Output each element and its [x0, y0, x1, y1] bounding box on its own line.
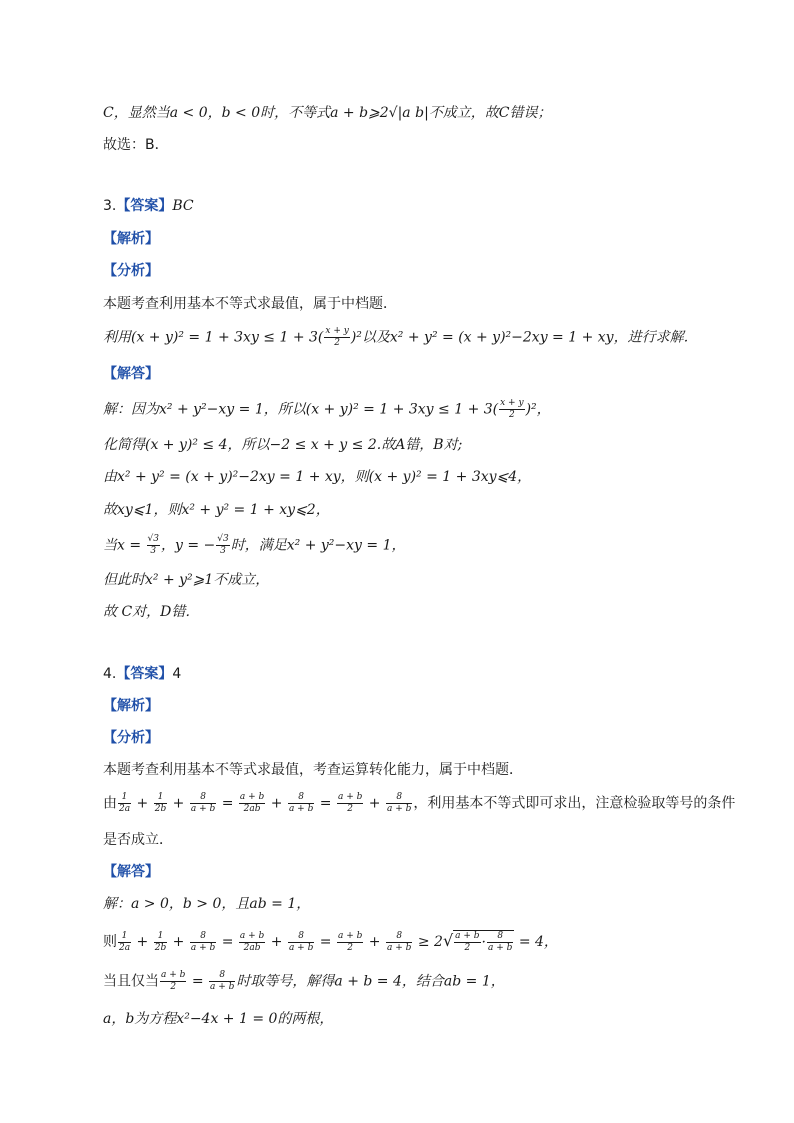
- q4-solution-line-1: 解：a > 0，b > 0，且ab = 1，: [103, 896, 311, 912]
- fraction: $\frac{a + b}{2}$: [161, 970, 186, 992]
- q3-solution-line-5: 当x = $\frac{√3}{3}$ ，y = − $\frac{√3}{3}$ 时，满足x² + y²−xy = 1，: [103, 534, 406, 556]
- q4-solution-line-2: 则 $\frac{1}{2a}$ + $\frac{1}{2b}$ + $\frac{8}{a + b}$ = $\frac{a + b}{2ab}$ + $\frac{8}{a + b}$ = $\frac{a + b}{2}$ + $\frac{8}{a + b}$ ≥ 2√ $\frac{a + b}{2}$ · $\frac{8}{a + b}$ = 4，: [103, 930, 558, 953]
- fraction: $\frac{8}{a + b}$: [387, 792, 412, 814]
- fraction: $\frac{a + b}{2}$: [337, 792, 363, 814]
- q4-analysis-formula: 由 $\frac{1}{2a}$ + $\frac{1}{2b}$ + $\frac{8}{a + b}$ = $\frac{a + b}{2ab}$ + $\frac{8}{a + b}$ = $\frac{a + b}{2}$ + $\frac{8}{a + b}$ ，利用基本不等式即可求出，注意检验取等号的条件: [103, 792, 736, 814]
- fraction: $\frac{x + y}{2}$: [500, 398, 524, 420]
- fraction: $\frac{8}{a + b}$: [387, 930, 412, 953]
- q4-analysis-text: 本题考查利用基本不等式求最值，考查运算转化能力，属于中档题．: [103, 762, 523, 778]
- fraction: $\frac{8}{a + b}$: [288, 930, 314, 953]
- fraction: $\frac{a + b}{2ab}$: [239, 930, 265, 953]
- q4-jieda-heading: 【解答】: [103, 864, 159, 880]
- q3-solution-line-6: 但此时x² + y²⩾1不成立，: [103, 572, 270, 588]
- fraction: $\frac{8}{a + b}$: [210, 970, 235, 992]
- q4-analysis-text-2: 是否成立．: [103, 832, 173, 848]
- fraction: $\frac{1}{2b}$: [154, 930, 167, 953]
- q4-number: 4.: [103, 666, 117, 682]
- sqrt-radicand: $\frac{a + b}{2}$ · $\frac{8}{a + b}$: [455, 931, 513, 953]
- q3-solution-line-4: 故xy⩽1，则x² + y² = 1 + xy⩽2，: [103, 502, 330, 518]
- q3-jieda-heading: 【解答】: [103, 366, 159, 382]
- q3-analysis-formula: 利用(x + y)² = 1 + 3xy ≤ 1 + 3( $\frac{x + y}{2}$ )²以及x² + y² = (x + y)²−2xy = 1 + xy，进行求解．: [103, 326, 698, 348]
- fraction: $\frac{x + y}{2}$: [325, 326, 349, 348]
- q3-number: 3.: [103, 198, 117, 214]
- q4-solution-line-3: 当且仅当 $\frac{a + b}{2}$ = $\frac{8}{a + b}$ 时取等号，解得a + b = 4，结合ab = 1，: [103, 970, 505, 992]
- q3-solution-line-7: 故 C对，D错．: [103, 604, 200, 620]
- fraction: $\frac{8}{a + b}$: [190, 792, 216, 814]
- q4-jiexi-heading: 【解析】: [103, 698, 159, 714]
- fraction: $\frac{8}{a + b}$: [487, 931, 513, 953]
- fraction: $\frac{a + b}{2}$: [337, 930, 363, 953]
- fraction: $\frac{a + b}{2ab}$: [239, 792, 265, 814]
- q3-answer-tag: 【答案】: [116, 198, 173, 214]
- text-line-choose-b: 故选：B．: [103, 137, 169, 153]
- fraction: $\frac{1}{2a}$: [119, 930, 131, 953]
- text-line-c-conclusion: C，显然当a < 0，b < 0时，不等式a + b⩾2√|a b|不成立，故C错误；: [103, 105, 552, 121]
- fraction: $\frac{√3}{3}$: [147, 534, 159, 556]
- q4-fenxi-heading: 【分析】: [103, 730, 159, 746]
- q3-solution-line-2: 化简得(x + y)² ≤ 4，所以−2 ≤ x + y ≤ 2.故A错，B对;: [103, 437, 463, 453]
- q4-solution-line-4: a，b为方程x²−4x + 1 = 0的两根，: [103, 1011, 334, 1027]
- fraction: $\frac{√3}{3}$: [217, 534, 229, 556]
- q3-solution-line-1: 解：因为x² + y²−xy = 1，所以(x + y)² = 1 + 3xy ≤ 1 + 3( $\frac{x + y}{2}$ )²，: [103, 398, 551, 420]
- q3-analysis-text: 本题考查利用基本不等式求最值，属于中档题．: [103, 296, 397, 312]
- fraction: $\frac{1}{2a}$: [119, 792, 131, 814]
- q3-solution-line-3: 由x² + y² = (x + y)²−2xy = 1 + xy，则(x + y)² = 1 + 3xy⩽4，: [103, 469, 532, 485]
- fraction: $\frac{8}{a + b}$: [190, 930, 216, 953]
- q4-answer-line: [103, 664, 181, 684]
- q3-answer-line: [103, 196, 194, 216]
- q4-answer-value: 4: [172, 666, 182, 682]
- sqrt-sign: √: [442, 931, 454, 950]
- fraction: $\frac{a + b}{2}$: [455, 931, 480, 953]
- q3-jiexi-heading: 【解析】: [103, 231, 159, 247]
- q4-answer-tag: 【答案】: [116, 666, 173, 682]
- q3-answer-value: BC: [172, 198, 194, 214]
- q3-fenxi-heading: 【分析】: [103, 263, 159, 279]
- fraction: $\frac{8}{a + b}$: [288, 792, 314, 814]
- fraction: $\frac{1}{2b}$: [154, 792, 167, 814]
